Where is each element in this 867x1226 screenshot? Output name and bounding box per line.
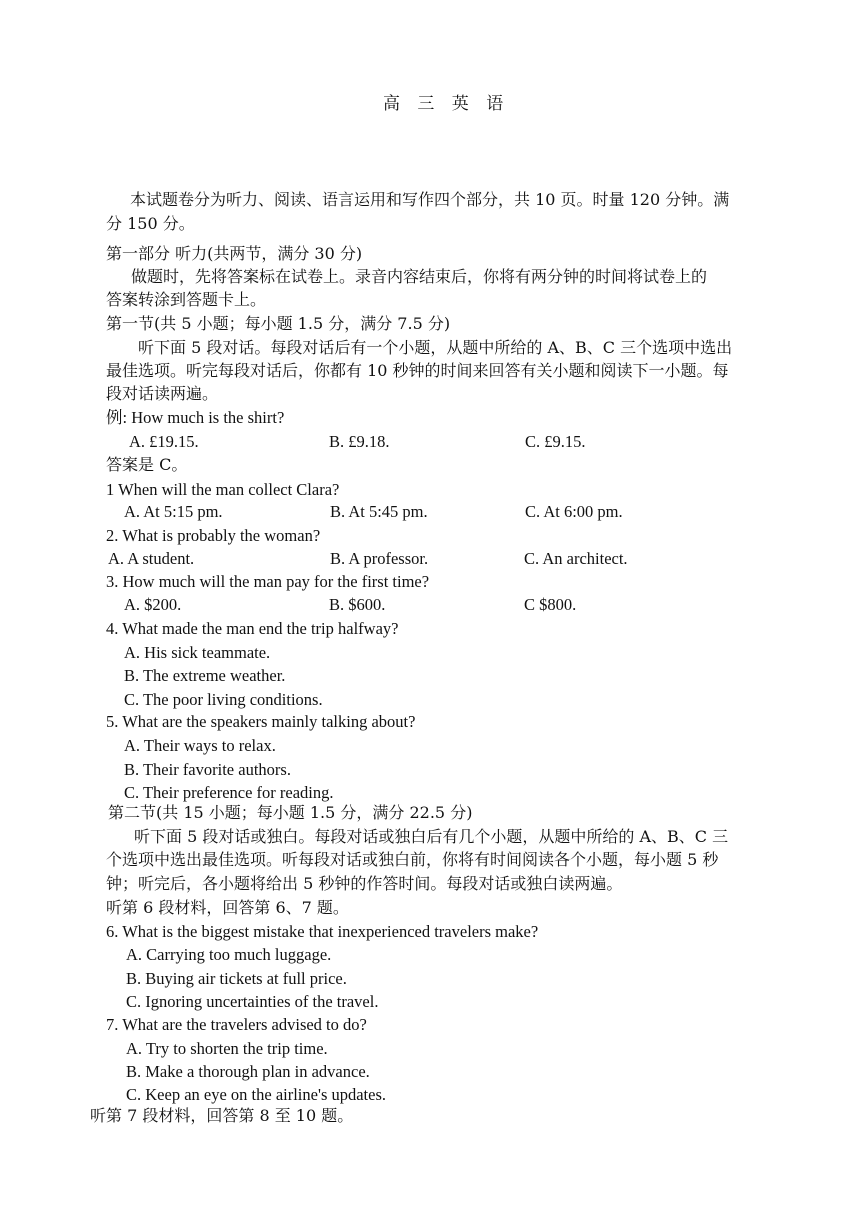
q5-option-b: B. Their favorite authors. [124, 760, 291, 779]
example-option-b: B. £9.18. [329, 432, 390, 451]
material-6-instruction: 听第 6 段材料，回答第 6、7 题。 [106, 898, 349, 917]
q5-option-c: C. Their preference for reading. [124, 783, 334, 802]
question-3: 3. How much will the man pay for the first time? [106, 572, 430, 591]
section1-instruction-1: 听下面 5 段对话。每段对话后有一个小题，从题中所给的 A、B、C 三个选项中选出 [138, 338, 733, 357]
q2-option-c: C. An architect. [524, 549, 628, 568]
q3-option-a: A. $200. [124, 595, 182, 614]
part1-instruction-2: 答案转涂到答题卡上。 [106, 290, 267, 309]
intro-line-2: 分 150 分。 [106, 214, 195, 233]
example-option-c: C. £9.15. [525, 432, 586, 451]
q1-option-a: A. At 5:15 pm. [124, 502, 223, 521]
question-2: 2. What is probably the woman? [106, 526, 321, 545]
q1-option-c: C. At 6:00 pm. [525, 502, 623, 521]
question-1: 1 When will the man collect Clara? [106, 480, 340, 499]
q2-option-a: A. A student. [108, 549, 195, 568]
question-5: 5. What are the speakers mainly talking about? [106, 712, 416, 731]
q4-option-b: B. The extreme weather. [124, 666, 286, 685]
section2-instruction-1: 听下面 5 段对话或独白。每段对话或独白后有几个小题，从题中所给的 A、B、C 三 [134, 827, 729, 846]
q3-option-b: B. $600. [329, 595, 386, 614]
q5-option-a: A. Their ways to relax. [124, 736, 276, 755]
q3-option-c: C $800. [524, 595, 577, 614]
q6-option-c: C. Ignoring uncertainties of the travel. [126, 992, 379, 1011]
section2-heading: 第二节(共 15 小题；每小题 1.5 分，满分 22.5 分) [108, 803, 473, 822]
question-4: 4. What made the man end the trip halfway? [106, 619, 399, 638]
q4-option-c: C. The poor living conditions. [124, 690, 323, 709]
q2-option-b: B. A professor. [330, 549, 429, 568]
material-7-instruction: 听第 7 段材料，回答第 8 至 10 题。 [90, 1106, 354, 1125]
section1-heading: 第一节(共 5 小题；每小题 1.5 分，满分 7.5 分) [106, 314, 451, 333]
q4-option-a: A. His sick teammate. [124, 643, 271, 662]
section2-instruction-2: 个选项中选出最佳选项。听每段对话或独白前，你将有时间阅读各个小题，每小题 5 秒 [106, 850, 719, 869]
q7-option-c: C. Keep an eye on the airline's updates. [126, 1085, 387, 1104]
part1-instruction-1: 做题时，先将答案标在试卷上。录音内容结束后，你将有两分钟的时间将试卷上的 [131, 267, 708, 286]
question-7: 7. What are the travelers advised to do? [106, 1015, 367, 1034]
q7-option-a: A. Try to shorten the trip time. [126, 1039, 328, 1058]
section1-instruction-2: 最佳选项。听完每段对话后，你都有 10 秒钟的时间来回答有关小题和阅读下一小题。每 [106, 361, 729, 380]
section1-instruction-3: 段对话读两遍。 [106, 384, 219, 403]
question-6: 6. What is the biggest mistake that inexperienced travelers make? [106, 922, 539, 941]
q6-option-b: B. Buying air tickets at full price. [126, 969, 347, 988]
example-question: 例: How much is the shirt? [106, 408, 285, 427]
q6-option-a: A. Carrying too much luggage. [126, 945, 332, 964]
q7-option-b: B. Make a thorough plan in advance. [126, 1062, 370, 1081]
q1-option-b: B. At 5:45 pm. [330, 502, 428, 521]
example-answer: 答案是 C。 [106, 455, 188, 474]
intro-line-1: 本试题卷分为听力、阅读、语言运用和写作四个部分，共 10 页。时量 120 分钟。满 [130, 190, 730, 209]
example-option-a: A. £19.15. [129, 432, 199, 451]
part1-heading: 第一部分 听力(共两节，满分 30 分) [106, 244, 363, 263]
page-title: 高 三 英 语 [383, 94, 510, 114]
section2-instruction-3: 钟；听完后，各小题将给出 5 秒钟的作答时间。每段对话或独白读两遍。 [106, 874, 623, 893]
